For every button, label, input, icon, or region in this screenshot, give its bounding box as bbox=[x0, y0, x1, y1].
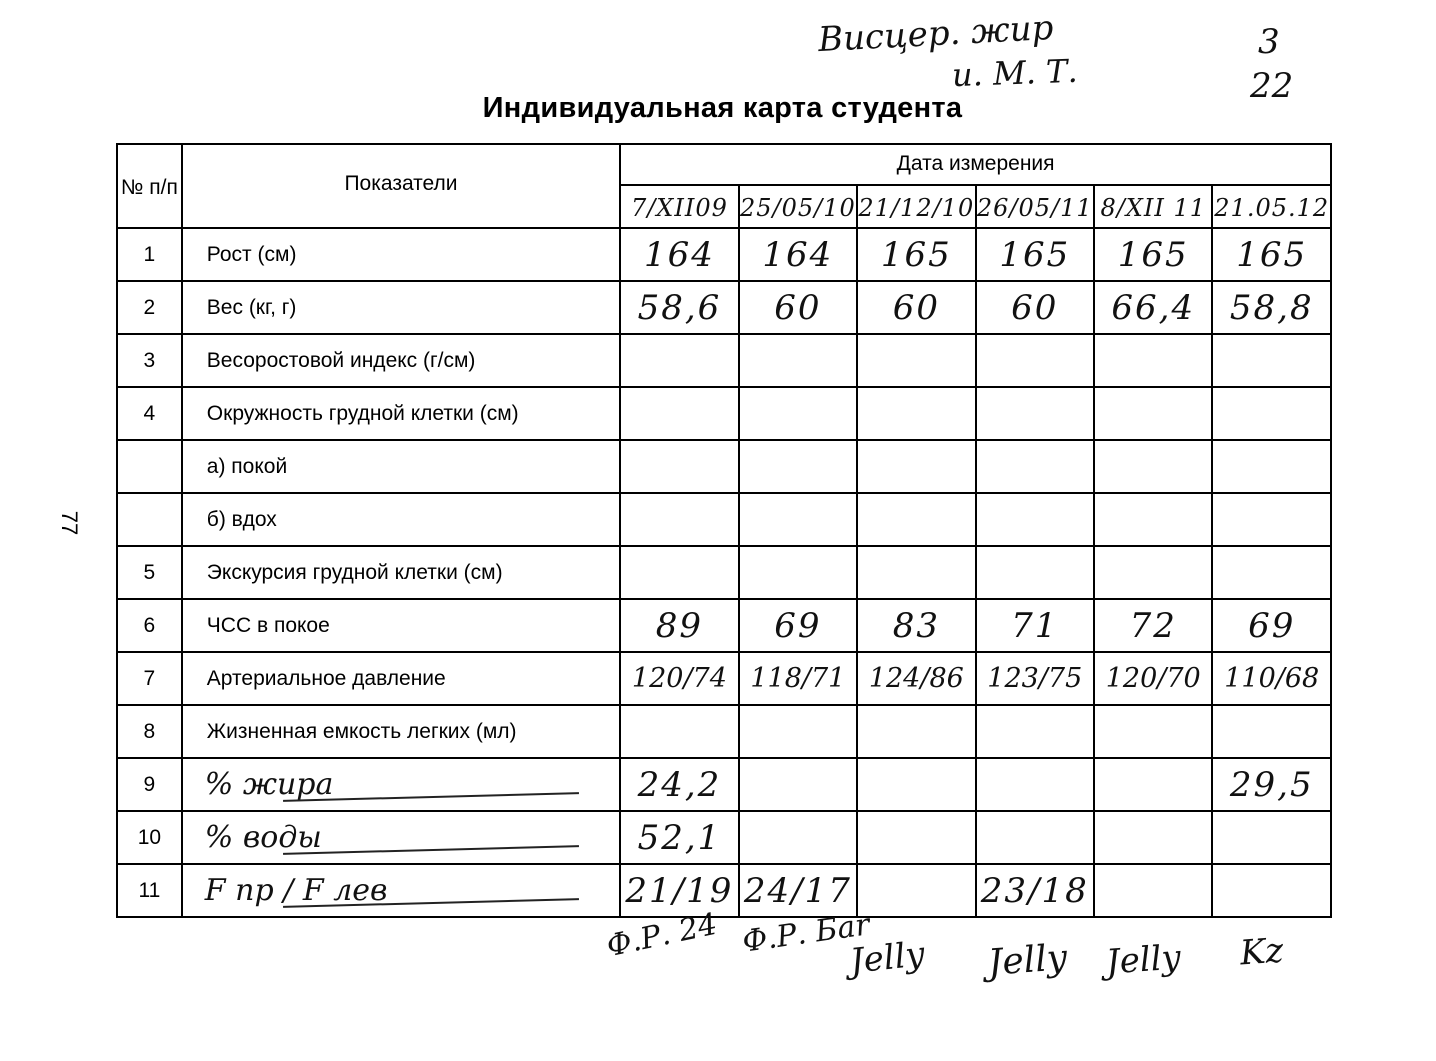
value-cell bbox=[857, 387, 975, 440]
date-value: 7/XII09 bbox=[630, 194, 728, 223]
handwritten-value: 60 bbox=[892, 287, 940, 328]
row-number: 3 bbox=[117, 334, 182, 387]
indicator-label: Жизненная емкость легких (мл) bbox=[206, 719, 517, 743]
value-cell bbox=[739, 758, 857, 811]
row-indicator bbox=[182, 334, 620, 387]
value-cell bbox=[1094, 281, 1212, 334]
handwritten-value: 165 bbox=[999, 234, 1071, 275]
signature: Ф.Р. 24 bbox=[603, 906, 721, 965]
value-cell bbox=[739, 281, 857, 334]
value-cell bbox=[976, 758, 1094, 811]
handwritten-note-line1: Висцер. жир bbox=[817, 7, 1055, 61]
table-row bbox=[117, 652, 1331, 705]
value-cell bbox=[1094, 228, 1212, 281]
date-cell bbox=[739, 185, 857, 228]
value-cell bbox=[1212, 758, 1331, 811]
value-cell bbox=[976, 811, 1094, 864]
value-cell bbox=[739, 811, 857, 864]
value-cell bbox=[1094, 599, 1212, 652]
col-dates-header: Дата измерения bbox=[620, 144, 1331, 185]
row-number bbox=[117, 440, 182, 493]
page-title: Индивидуальная карта студента bbox=[482, 92, 963, 124]
indicator-label: а) покой bbox=[206, 454, 288, 478]
value-cell bbox=[1094, 440, 1212, 493]
value-cell bbox=[739, 599, 857, 652]
value-cell bbox=[857, 705, 975, 758]
handwritten-value: 24/17 bbox=[743, 870, 852, 911]
value-cell bbox=[739, 493, 857, 546]
value-cell bbox=[976, 652, 1094, 705]
value-cell bbox=[620, 334, 738, 387]
indicator-label: Рост (см) bbox=[206, 242, 297, 266]
date-value: 21.05.12 bbox=[1214, 194, 1330, 223]
value-cell bbox=[739, 546, 857, 599]
indicator-label: Весоростовой индекс (г/см) bbox=[206, 348, 476, 372]
handwritten-value: 60 bbox=[1011, 287, 1059, 328]
student-card-table bbox=[116, 143, 1332, 918]
row-number bbox=[117, 493, 182, 546]
table-row bbox=[117, 334, 1331, 387]
table-row bbox=[117, 387, 1331, 440]
row-number: 11 bbox=[117, 864, 182, 917]
value-cell bbox=[620, 281, 738, 334]
handwritten-value: 29,5 bbox=[1229, 764, 1314, 805]
value-cell bbox=[1212, 334, 1331, 387]
handwritten-number-top: 3 bbox=[1258, 22, 1280, 62]
row-number: 4 bbox=[117, 387, 182, 440]
value-cell bbox=[1212, 705, 1331, 758]
handwritten-value: 52,1 bbox=[637, 817, 722, 858]
handwritten-value: 21/19 bbox=[625, 870, 734, 911]
value-cell bbox=[1094, 705, 1212, 758]
handwritten-value: 69 bbox=[774, 605, 822, 646]
date-cell bbox=[620, 185, 738, 228]
handwritten-value: 124/86 bbox=[868, 663, 964, 694]
row-number: 2 bbox=[117, 281, 182, 334]
handwritten-value: 69 bbox=[1248, 605, 1296, 646]
value-cell bbox=[976, 440, 1094, 493]
value-cell bbox=[857, 546, 975, 599]
value-cell bbox=[976, 546, 1094, 599]
handwritten-value: 165 bbox=[1236, 234, 1308, 275]
table-row bbox=[117, 546, 1331, 599]
handwritten-value: 58,8 bbox=[1229, 287, 1314, 328]
value-cell bbox=[1212, 652, 1331, 705]
value-cell bbox=[857, 281, 975, 334]
signature: Jelly bbox=[1104, 937, 1183, 983]
date-value: 8/XII 11 bbox=[1100, 194, 1207, 223]
indicator-label: Экскурсия грудной клетки (см) bbox=[206, 560, 503, 584]
table-row bbox=[117, 705, 1331, 758]
handwritten-value: 165 bbox=[1117, 234, 1189, 275]
value-cell bbox=[1212, 811, 1331, 864]
indicator-label: % воды bbox=[204, 820, 322, 855]
value-cell bbox=[739, 864, 857, 917]
value-cell bbox=[620, 599, 738, 652]
date-value: 25/05/10 bbox=[739, 194, 856, 223]
handwritten-value: 118/71 bbox=[750, 663, 846, 694]
value-cell bbox=[1212, 281, 1331, 334]
value-cell bbox=[976, 281, 1094, 334]
value-cell bbox=[739, 440, 857, 493]
row-indicator bbox=[182, 705, 620, 758]
row-indicator bbox=[182, 281, 620, 334]
value-cell bbox=[857, 811, 975, 864]
value-cell bbox=[1094, 546, 1212, 599]
table-row bbox=[117, 281, 1331, 334]
date-cell bbox=[976, 185, 1094, 228]
row-number: 5 bbox=[117, 546, 182, 599]
date-value: 21/12/10 bbox=[858, 194, 975, 223]
value-cell bbox=[976, 599, 1094, 652]
handwritten-value: 66,4 bbox=[1111, 287, 1196, 328]
value-cell bbox=[620, 652, 738, 705]
handwritten-note-line2: и. М. Т. bbox=[951, 51, 1079, 95]
row-indicator bbox=[182, 599, 620, 652]
col-number-header: № п/п bbox=[117, 144, 182, 228]
value-cell bbox=[1212, 440, 1331, 493]
row-indicator bbox=[182, 864, 620, 917]
handwritten-value: 23/18 bbox=[980, 870, 1089, 911]
value-cell bbox=[1212, 493, 1331, 546]
value-cell bbox=[976, 387, 1094, 440]
row-indicator bbox=[182, 546, 620, 599]
value-cell bbox=[976, 493, 1094, 546]
date-cell bbox=[1094, 185, 1212, 228]
handwritten-value: 110/68 bbox=[1224, 663, 1320, 694]
row-number: 6 bbox=[117, 599, 182, 652]
row-indicator bbox=[182, 811, 620, 864]
handwritten-value: 72 bbox=[1129, 605, 1177, 646]
value-cell bbox=[1094, 652, 1212, 705]
value-cell bbox=[857, 758, 975, 811]
row-indicator bbox=[182, 758, 620, 811]
row-number: 9 bbox=[117, 758, 182, 811]
indicator-label: Окружность грудной клетки (см) bbox=[206, 401, 519, 425]
handwritten-value: 165 bbox=[880, 234, 952, 275]
value-cell bbox=[620, 228, 738, 281]
signature: Jelly bbox=[986, 937, 1069, 984]
value-cell bbox=[976, 334, 1094, 387]
row-indicator bbox=[182, 493, 620, 546]
indicator-label: Артериальное давление bbox=[206, 666, 446, 690]
date-cell bbox=[857, 185, 975, 228]
indicator-label: F пр / F лев bbox=[204, 873, 388, 908]
indicator-label: ЧСС в покое bbox=[206, 613, 330, 637]
indicator-label: б) вдох bbox=[206, 507, 277, 531]
value-cell bbox=[620, 387, 738, 440]
handwritten-value: 89 bbox=[655, 605, 704, 646]
date-cell bbox=[1212, 185, 1331, 228]
row-indicator bbox=[182, 387, 620, 440]
table-row bbox=[117, 440, 1331, 493]
value-cell bbox=[620, 811, 738, 864]
value-cell bbox=[1094, 811, 1212, 864]
row-number: 10 bbox=[117, 811, 182, 864]
table-row bbox=[117, 493, 1331, 546]
col-indicator-header: Показатели bbox=[182, 144, 620, 228]
value-cell bbox=[857, 334, 975, 387]
handwritten-value: 164 bbox=[643, 234, 715, 275]
value-cell bbox=[1094, 334, 1212, 387]
table-row bbox=[117, 228, 1331, 281]
value-cell bbox=[739, 334, 857, 387]
table-row bbox=[117, 599, 1331, 652]
value-cell bbox=[1094, 758, 1212, 811]
value-cell bbox=[620, 758, 738, 811]
handwritten-value: 120/74 bbox=[631, 663, 727, 694]
row-indicator bbox=[182, 440, 620, 493]
row-number: 7 bbox=[117, 652, 182, 705]
handwritten-value: 58,6 bbox=[637, 287, 722, 328]
signature: Jelly bbox=[848, 934, 927, 982]
signature: Kz bbox=[1238, 930, 1285, 974]
value-cell bbox=[1094, 387, 1212, 440]
value-cell bbox=[620, 864, 738, 917]
value-cell bbox=[976, 864, 1094, 917]
value-cell bbox=[976, 228, 1094, 281]
indicator-label: % жира bbox=[204, 767, 334, 802]
value-cell bbox=[620, 546, 738, 599]
value-cell bbox=[1212, 599, 1331, 652]
value-cell bbox=[857, 228, 975, 281]
value-cell bbox=[1094, 493, 1212, 546]
value-cell bbox=[1094, 864, 1212, 917]
row-number: 1 bbox=[117, 228, 182, 281]
value-cell bbox=[739, 387, 857, 440]
handwritten-value: 24,2 bbox=[637, 764, 722, 805]
handwritten-underline bbox=[283, 845, 579, 855]
table-row bbox=[117, 758, 1331, 811]
value-cell bbox=[857, 440, 975, 493]
handwritten-number-bottom: 22 bbox=[1250, 66, 1294, 106]
table-row bbox=[117, 811, 1331, 864]
row-indicator bbox=[182, 228, 620, 281]
handwritten-value: 120/70 bbox=[1105, 663, 1201, 694]
handwritten-value: 164 bbox=[762, 234, 834, 275]
indicator-label: Вес (кг, г) bbox=[206, 295, 297, 319]
value-cell bbox=[620, 440, 738, 493]
handwritten-value: 83 bbox=[892, 605, 940, 646]
value-cell bbox=[1212, 546, 1331, 599]
value-cell bbox=[739, 652, 857, 705]
handwritten-value: 71 bbox=[1011, 605, 1059, 646]
value-cell bbox=[1212, 228, 1331, 281]
row-number: 8 bbox=[117, 705, 182, 758]
value-cell bbox=[1212, 864, 1331, 917]
value-cell bbox=[1212, 387, 1331, 440]
value-cell bbox=[857, 599, 975, 652]
value-cell bbox=[857, 493, 975, 546]
value-cell bbox=[976, 705, 1094, 758]
handwritten-value: 60 bbox=[774, 287, 822, 328]
table-body bbox=[117, 228, 1331, 917]
value-cell bbox=[620, 493, 738, 546]
date-value: 26/05/11 bbox=[976, 194, 1093, 223]
value-cell bbox=[739, 228, 857, 281]
value-cell bbox=[857, 864, 975, 917]
handwritten-value: 123/75 bbox=[987, 663, 1083, 694]
signature: Ф.Р. Баr bbox=[740, 907, 872, 960]
value-cell bbox=[739, 705, 857, 758]
table-row bbox=[117, 864, 1331, 917]
row-indicator bbox=[182, 652, 620, 705]
value-cell bbox=[857, 652, 975, 705]
value-cell bbox=[620, 705, 738, 758]
page-number: 77 bbox=[57, 510, 83, 536]
